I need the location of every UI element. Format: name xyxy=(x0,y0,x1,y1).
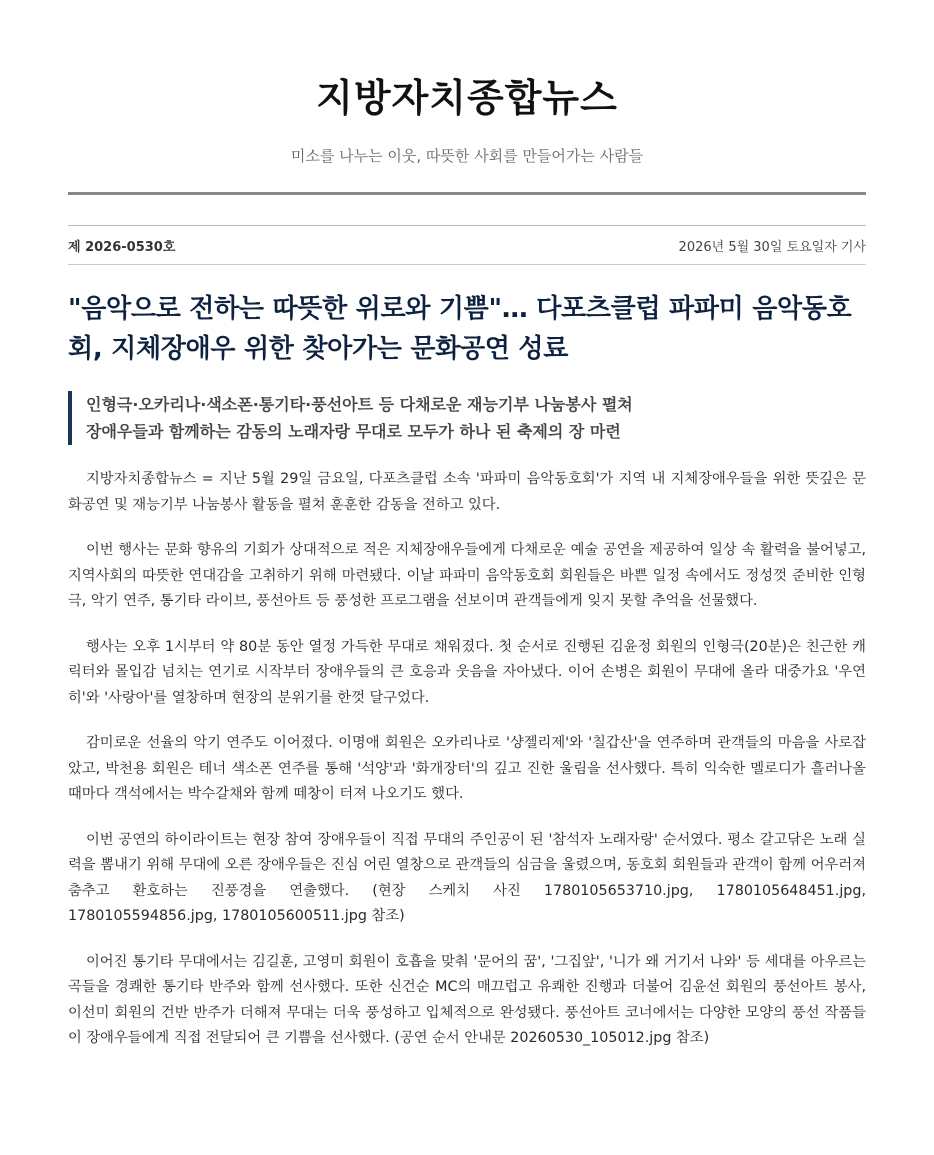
masthead-slogan: 미소를 나누는 이웃, 따뜻한 사회를 만들어가는 사람들 xyxy=(290,147,644,165)
article-paragraph: 이번 행사는 문화 향유의 기회가 상대적으로 적은 지체장애우들에게 다채로운 예술 공연을 제공하여 일상 속 활력을 불어넣고, 지역사회의 따뜻한 연대감을 고취하기 위해 마련됐다. 이날 파파미 음악동호회 회원들은 바쁜 일정 속에서도 정성껏 준비한 인형극, 악기 연주, 통기타 라이브, 풍선아트 등 풍성한 프로그램을 선보이며 관객들에게 잊지 못할 추억을 선물했다. xyxy=(68,542,866,609)
masthead-title: 지방자치종합뉴스 xyxy=(316,76,618,120)
issue-number: 제 2026-0530호 xyxy=(68,239,176,255)
article-subhead: 장애우들과 함께하는 감동의 노래자랑 무대로 모두가 하나 된 축제의 장 마련 xyxy=(86,422,621,441)
issue-bar-bottom-divider xyxy=(68,264,866,265)
article-body xyxy=(68,467,866,1052)
article-paragraph: 이어진 통기타 무대에서는 김길훈, 고영미 회원이 호흡을 맞춰 '문어의 꿈', '그집앞', '니가 왜 거기서 나와' 등 세대를 아우르는 곡들을 경쾌한 통기타 반주와 함께 선사했다. 또한 신건순 MC의 매끄럽고 유쾌한 진행과 더불어 김윤선 회원의 풍선아트 봉사, 이선미 회원의 건반 반주가 더해져 무대는 더욱 풍성하고 입체적으로 완성됐다. 풍선아트 코너에서는 다양한 모양의 풍선 작품들이 장애우들에게 직접 전달되어 큰 기쁨을 선사했다. (공연 순서 안내문 20260530_105012.jpg 참조) xyxy=(68,953,866,1046)
article-headline: "음악으로 전하는 따뜻한 위로와 기쁨"… 다포츠클럽 파파미 음악동호회, 지체장애우 위한 찾아가는 문화공연 성료 xyxy=(68,294,852,364)
article-subheads xyxy=(68,391,866,445)
issue-bar xyxy=(68,226,866,264)
article-subhead: 인형극·오카리나·색소폰·통기타·풍선아트 등 다채로운 재능기부 나눔봉사 펼쳐 xyxy=(86,395,633,414)
issue-date: 2026년 5월 30일 토요일자 기사 xyxy=(678,239,866,255)
masthead xyxy=(68,0,866,166)
article-paragraph: 지방자치종합뉴스 = 지난 5월 29일 금요일, 다포츠클럽 소속 '파파미 음악동호회'가 지역 내 지체장애우들을 위한 뜻깊은 문화공연 및 재능기부 나눔봉사 활동을 펼쳐 훈훈한 감동을 전하고 있다. xyxy=(68,471,866,513)
article-paragraph: 이번 공연의 하이라이트는 현장 참여 장애우들이 직접 무대의 주인공이 된 '참석자 노래자랑' 순서였다. 평소 갈고닦은 노래 실력을 뽐내기 위해 무대에 오른 장애우들은 진심 어린 열창으로 관객들의 심금을 울렸으며, 동호회 회원들과 관객이 함께 어우러져 춤추고 환호하는 진풍경을 연출했다. (현장 스케치 사진 1780105653710.jpg, 1780105648451.jpg, 1780105594856.jpg, 1780105600511.jpg 참조) xyxy=(68,831,866,924)
article-paragraph: 행사는 오후 1시부터 약 80분 동안 열정 가득한 무대로 채워졌다. 첫 순서로 진행된 김윤정 회원의 인형극(20분)은 친근한 캐릭터와 몰입감 넘치는 연기로 시작부터 장애우들의 큰 호응과 웃음을 자아냈다. 이어 손병은 회원이 무대에 올라 대중가요 '우연히'와 '사랑아'를 열창하며 현장의 분위기를 한껏 달구었다. xyxy=(68,638,866,706)
masthead-divider xyxy=(68,192,866,195)
article-paragraph: 감미로운 선율의 악기 연주도 이어졌다. 이명애 회원은 오카리나로 '샹젤리제'와 '칠갑산'을 연주하며 관객들의 마음을 사로잡았고, 박천용 회원은 테너 색소폰 연주를 통해 '석양'과 '화개장터'의 깊고 진한 울림을 선사했다. 특히 익숙한 멜로디가 흘러나올 때마다 객석에서는 박수갈채와 함께 떼창이 터져 나오기도 했다. xyxy=(68,735,866,802)
